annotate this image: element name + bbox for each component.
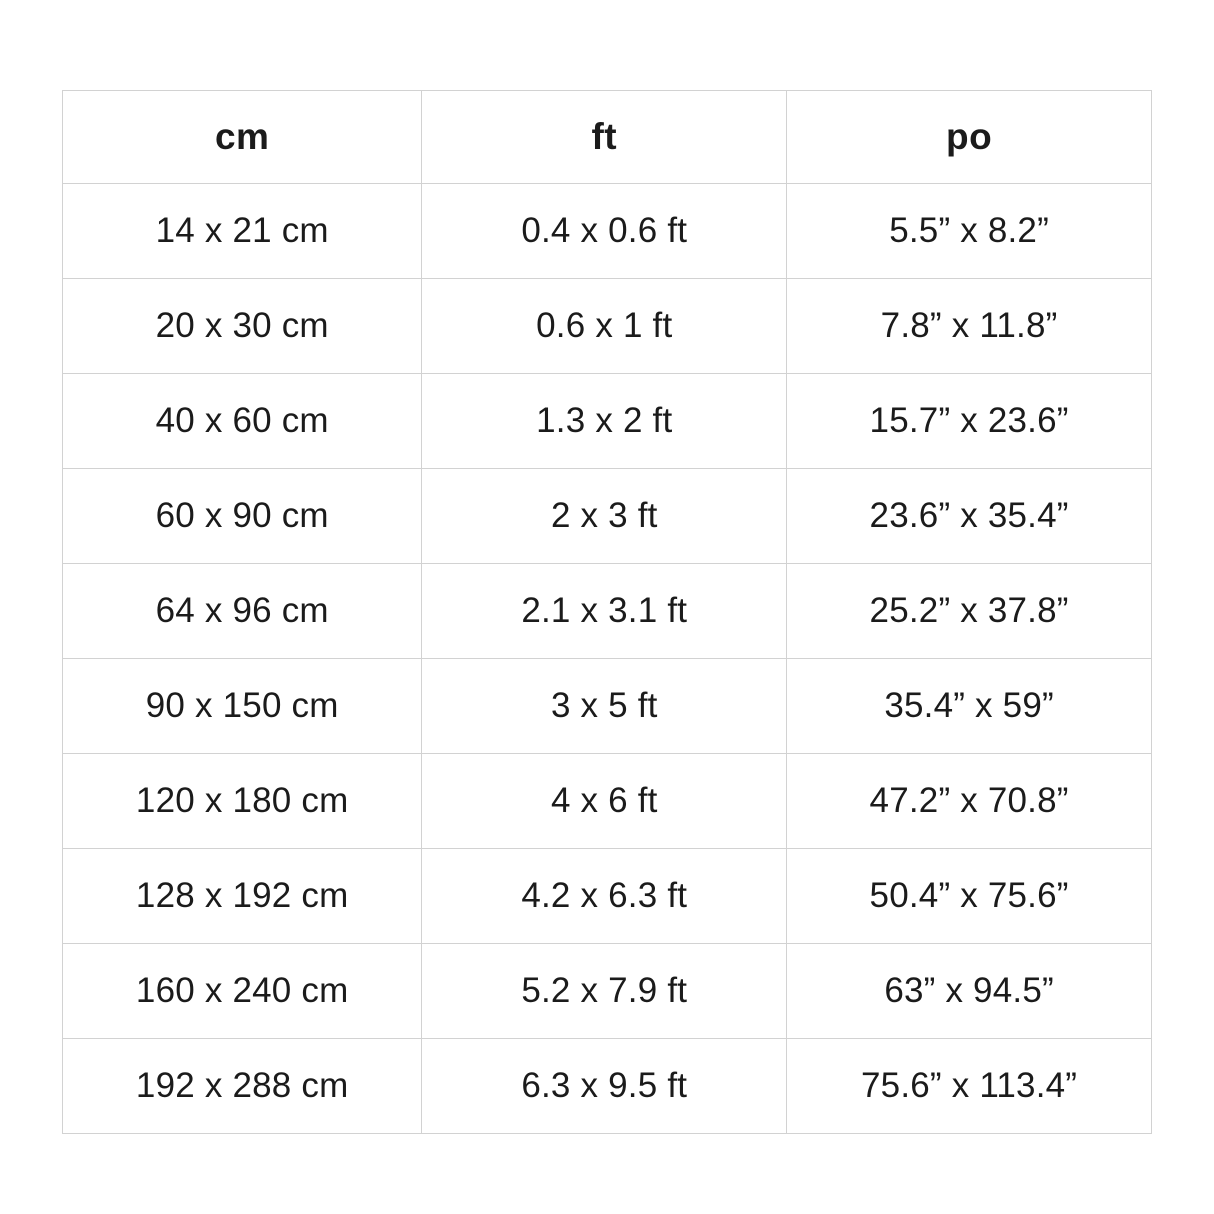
cell-po: 7.8” x 11.8” xyxy=(787,279,1152,374)
table-row xyxy=(63,944,1152,1039)
table-row xyxy=(63,1039,1152,1134)
cell-po: 63” x 94.5” xyxy=(787,944,1152,1039)
table-row xyxy=(63,184,1152,279)
table-row xyxy=(63,374,1152,469)
cell-po: 15.7” x 23.6” xyxy=(787,374,1152,469)
cell-po: 75.6” x 113.4” xyxy=(787,1039,1152,1134)
cell-po: 35.4” x 59” xyxy=(787,659,1152,754)
cell-ft: 6.3 x 9.5 ft xyxy=(422,1039,787,1134)
cell-cm: 60 x 90 cm xyxy=(63,469,422,564)
column-header-po: po xyxy=(787,91,1152,184)
cell-ft: 0.6 x 1 ft xyxy=(422,279,787,374)
table-row xyxy=(63,564,1152,659)
column-header-ft: ft xyxy=(422,91,787,184)
cell-cm: 20 x 30 cm xyxy=(63,279,422,374)
cell-cm: 128 x 192 cm xyxy=(63,849,422,944)
cell-ft: 5.2 x 7.9 ft xyxy=(422,944,787,1039)
table-row xyxy=(63,279,1152,374)
column-header-cm: cm xyxy=(63,91,422,184)
cell-cm: 64 x 96 cm xyxy=(63,564,422,659)
table-row xyxy=(63,469,1152,564)
cell-ft: 4 x 6 ft xyxy=(422,754,787,849)
cell-ft: 2 x 3 ft xyxy=(422,469,787,564)
cell-po: 5.5” x 8.2” xyxy=(787,184,1152,279)
cell-cm: 14 x 21 cm xyxy=(63,184,422,279)
table-header xyxy=(63,91,1152,184)
cell-cm: 90 x 150 cm xyxy=(63,659,422,754)
cell-po: 25.2” x 37.8” xyxy=(787,564,1152,659)
cell-ft: 1.3 x 2 ft xyxy=(422,374,787,469)
cell-po: 47.2” x 70.8” xyxy=(787,754,1152,849)
table-body xyxy=(63,184,1152,1134)
size-conversion-table xyxy=(62,90,1152,1134)
cell-cm: 160 x 240 cm xyxy=(63,944,422,1039)
cell-cm: 192 x 288 cm xyxy=(63,1039,422,1134)
cell-ft: 0.4 x 0.6 ft xyxy=(422,184,787,279)
cell-po: 50.4” x 75.6” xyxy=(787,849,1152,944)
cell-po: 23.6” x 35.4” xyxy=(787,469,1152,564)
cell-ft: 3 x 5 ft xyxy=(422,659,787,754)
cell-cm: 120 x 180 cm xyxy=(63,754,422,849)
table-row xyxy=(63,659,1152,754)
table-row xyxy=(63,754,1152,849)
cell-cm: 40 x 60 cm xyxy=(63,374,422,469)
cell-ft: 4.2 x 6.3 ft xyxy=(422,849,787,944)
size-conversion-table-wrapper xyxy=(62,90,1152,1125)
table-header-row xyxy=(63,91,1152,184)
cell-ft: 2.1 x 3.1 ft xyxy=(422,564,787,659)
table-row xyxy=(63,849,1152,944)
